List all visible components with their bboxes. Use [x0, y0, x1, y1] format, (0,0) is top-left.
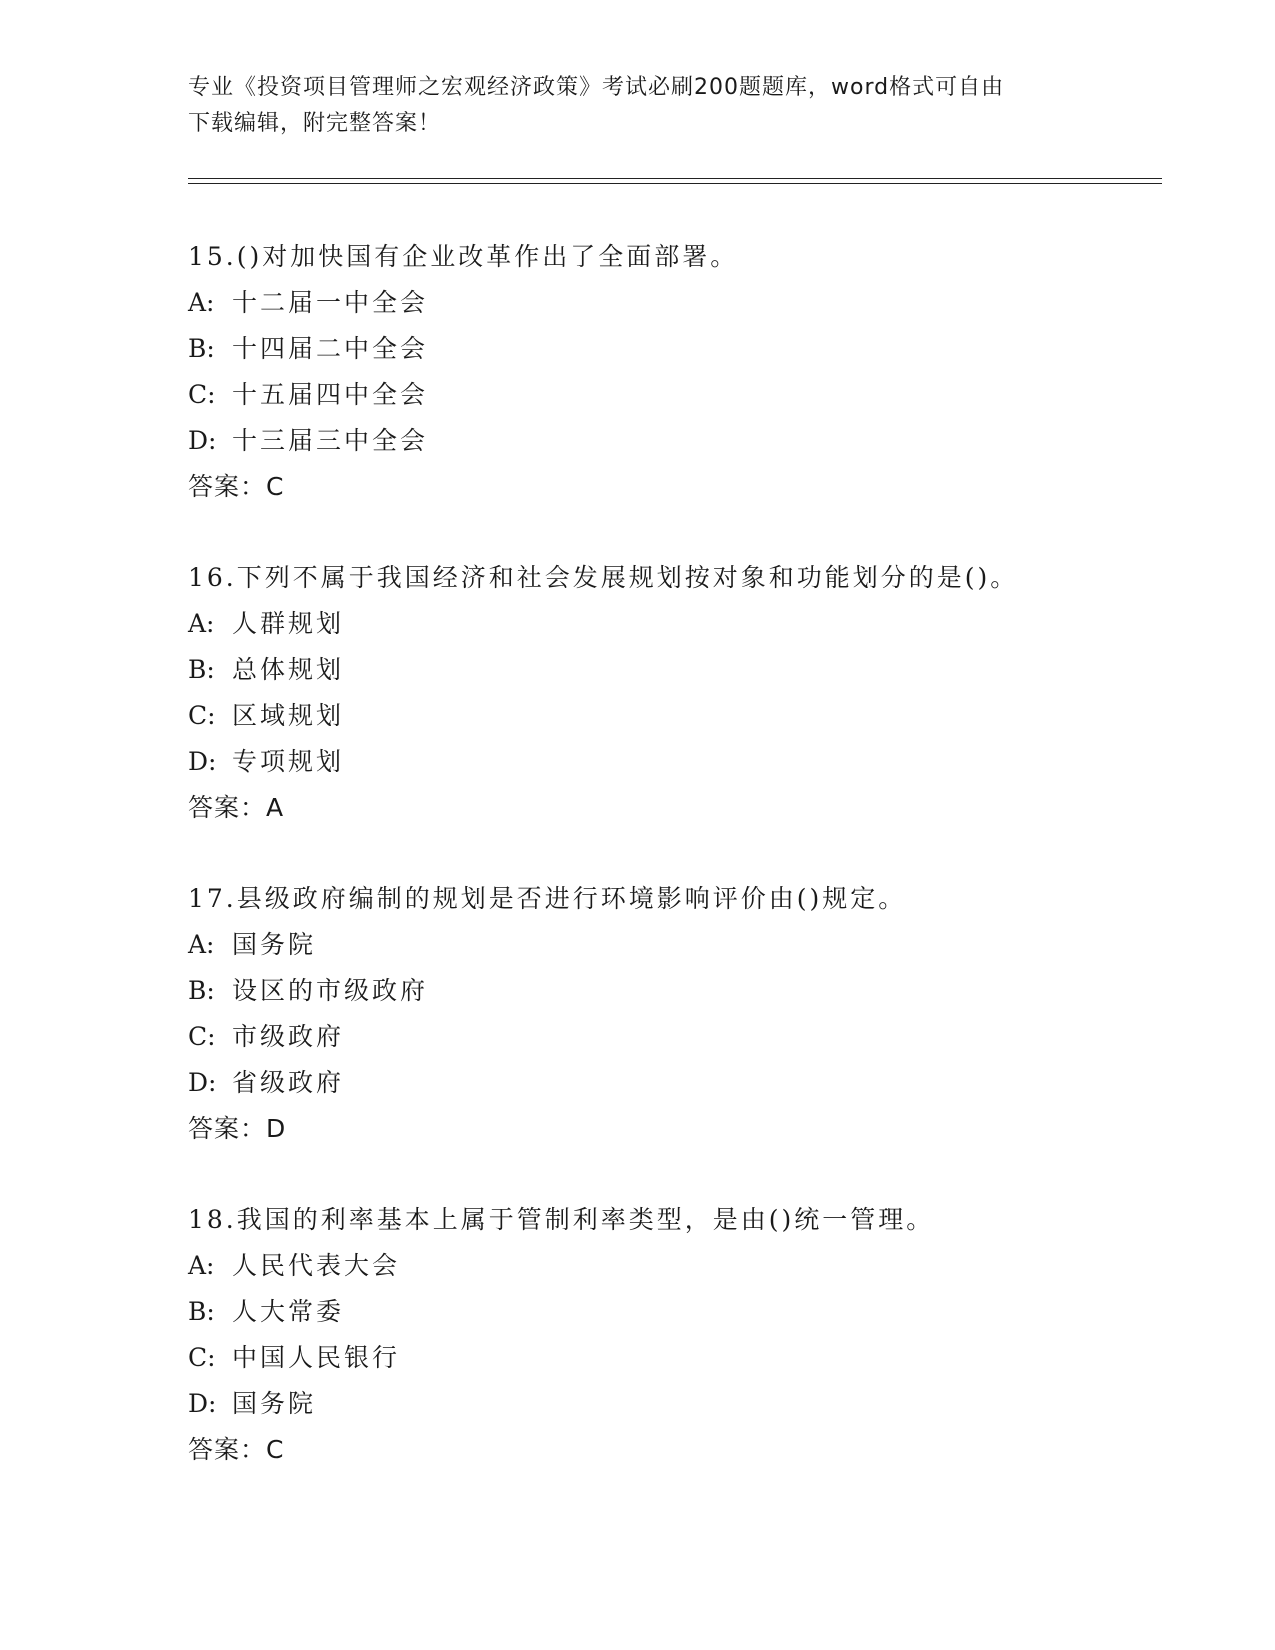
option-d: [188, 1060, 1168, 1106]
option-a: [188, 280, 1168, 326]
option-text: 设区的市级政府: [232, 976, 429, 1005]
option-text: 总体规划: [232, 655, 345, 684]
option-letter: C:: [188, 1022, 216, 1051]
option-c: [188, 1014, 1168, 1060]
question-16: [188, 555, 1168, 831]
option-letter: D:: [188, 1389, 217, 1418]
question-stem: 17.县级政府编制的规划是否进行环境影响评价由()规定。: [188, 884, 907, 913]
option-text: 省级政府: [232, 1068, 345, 1097]
option-text: 中国人民银行: [232, 1343, 401, 1372]
header-divider-top: [188, 178, 1162, 179]
option-b: [188, 647, 1168, 693]
answer: 答案：C: [188, 1435, 285, 1464]
option-a: [188, 1243, 1168, 1289]
option-letter: A:: [188, 930, 215, 959]
header-line-1: 专业《投资项目管理师之宏观经济政策》考试必刷200题题库，word格式可自由: [188, 75, 1005, 100]
option-c: [188, 693, 1168, 739]
option-text: 十三届三中全会: [232, 426, 429, 455]
option-text: 人群规划: [232, 609, 345, 638]
answer: 答案：A: [188, 793, 285, 822]
option-text: 市级政府: [232, 1022, 345, 1051]
option-letter: D:: [188, 747, 217, 776]
option-letter: C:: [188, 1343, 216, 1372]
option-letter: B:: [188, 1297, 215, 1326]
option-text: 十五届四中全会: [232, 380, 429, 409]
option-letter: D:: [188, 426, 217, 455]
question-stem: 16.下列不属于我国经济和社会发展规划按对象和功能划分的是()。: [188, 563, 1019, 592]
option-text: 十二届一中全会: [232, 288, 429, 317]
option-letter: A:: [188, 609, 215, 638]
question-stem: 15.()对加快国有企业改革作出了全面部署。: [188, 242, 739, 271]
option-a: [188, 922, 1168, 968]
answer: 答案：D: [188, 1114, 287, 1143]
option-letter: A:: [188, 288, 215, 317]
option-text: 人民代表大会: [232, 1251, 401, 1280]
option-letter: B:: [188, 976, 215, 1005]
option-b: [188, 326, 1168, 372]
option-text: 区域规划: [232, 701, 345, 730]
option-letter: D:: [188, 1068, 217, 1097]
answer: 答案：C: [188, 472, 285, 501]
option-letter: C:: [188, 701, 216, 730]
option-letter: B:: [188, 334, 215, 363]
option-d: [188, 1381, 1168, 1427]
option-letter: A:: [188, 1251, 215, 1280]
option-d: [188, 739, 1168, 785]
question-stem: 18.我国的利率基本上属于管制利率类型，是由()统一管理。: [188, 1205, 935, 1234]
option-a: [188, 601, 1168, 647]
option-text: 国务院: [232, 930, 317, 959]
question-18: [188, 1197, 1168, 1473]
option-text: 人大常委: [232, 1297, 345, 1326]
option-c: [188, 1335, 1168, 1381]
document-header: [188, 70, 1088, 142]
header-line-2: 下载编辑，附完整答案！: [188, 111, 442, 136]
option-letter: C:: [188, 380, 216, 409]
header-divider-bottom: [188, 183, 1162, 184]
option-c: [188, 372, 1168, 418]
option-text: 十四届二中全会: [232, 334, 429, 363]
option-b: [188, 968, 1168, 1014]
option-b: [188, 1289, 1168, 1335]
option-letter: B:: [188, 655, 215, 684]
question-15: [188, 234, 1168, 510]
option-text: 专项规划: [232, 747, 345, 776]
question-17: [188, 876, 1168, 1152]
option-d: [188, 418, 1168, 464]
option-text: 国务院: [232, 1389, 317, 1418]
